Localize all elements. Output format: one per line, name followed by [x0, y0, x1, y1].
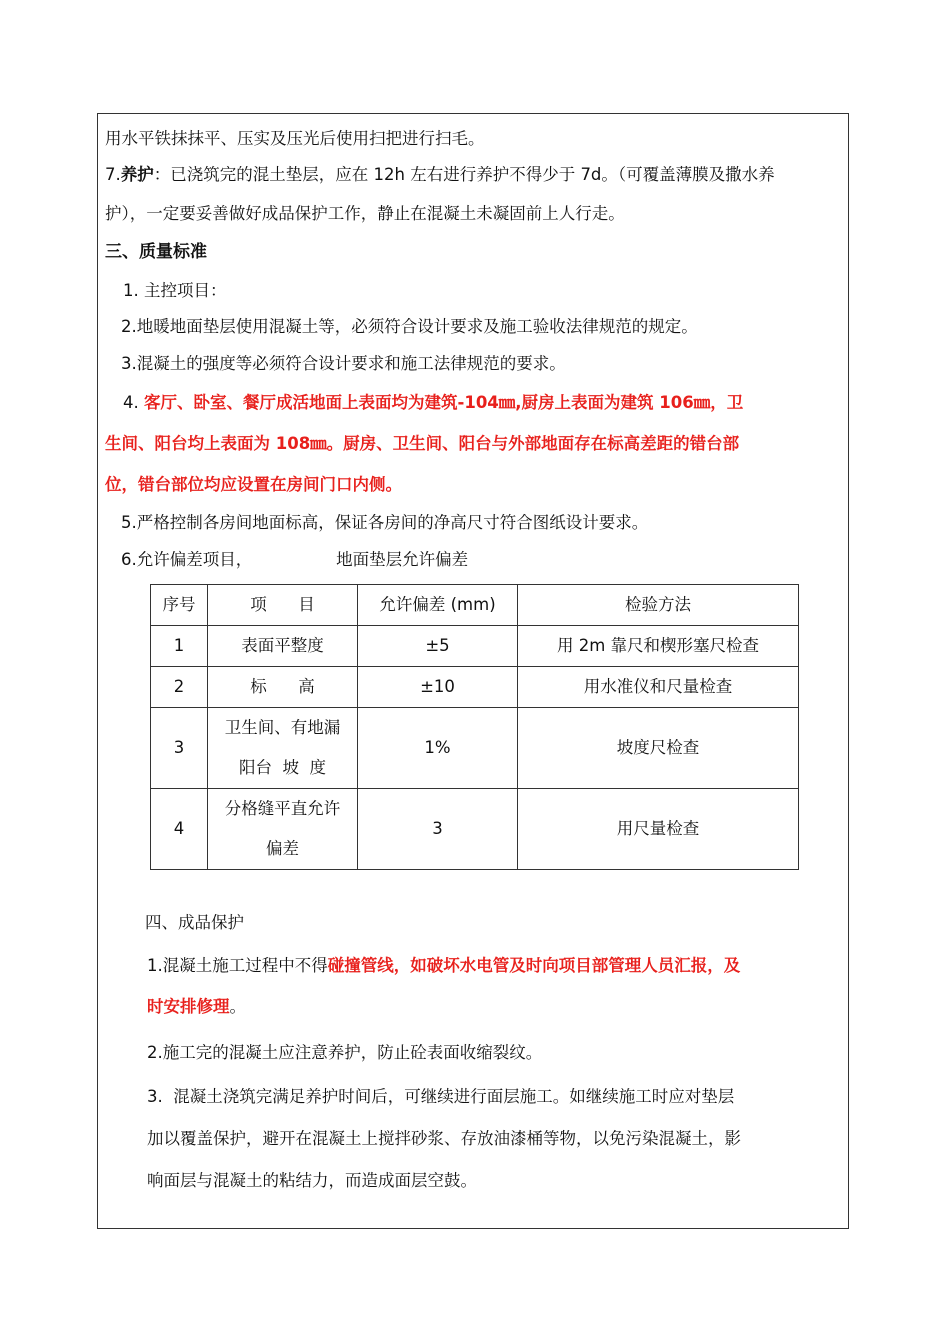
- header-cell: 允许偏差 (mm): [358, 585, 518, 626]
- table-caption: 6.允许偏差项目， 地面垫层允许偏差: [121, 550, 469, 569]
- text-line: 响面层与混凝土的粘结力，而造成面层空鼓。: [147, 1171, 477, 1190]
- text-line-elevation-2: 生间、阳台均上表面为 108㎜。厨房、卫生间、阳台与外部地面存在标高差距的错台部: [105, 434, 740, 453]
- row-deviation: 1%: [358, 708, 518, 789]
- header-cell: 检验方法: [518, 585, 799, 626]
- row-item: 分格缝平直允许 偏差: [208, 789, 358, 870]
- curing-label: 养护: [120, 165, 154, 184]
- text-line-protection-1: 1.混凝土施工过程中不得碰撞管线，如破坏水电管及时向项目部管理人员汇报，及: [147, 956, 741, 975]
- row-deviation: 3: [358, 789, 518, 870]
- section-heading-protection: 四、成品保护: [145, 913, 244, 932]
- section-heading-quality: 三、质量标准: [105, 242, 207, 262]
- row-method: 用 2m 靠尺和楔形塞尺检查: [518, 626, 799, 667]
- text-line: 2.施工完的混凝土应注意养护，防止砼表面收缩裂纹。: [147, 1043, 543, 1062]
- row-method: 坡度尺检查: [518, 708, 799, 789]
- text-line: 1. 主控项目：: [123, 281, 227, 300]
- text-line-elevation-3: 位，错台部位均应设置在房间门口内侧。: [105, 475, 402, 494]
- row-item: 卫生间、有地漏 阳台 坡 度: [208, 708, 358, 789]
- row-number: 4: [151, 789, 208, 870]
- deviation-table: [150, 584, 799, 870]
- row-deviation: ±5: [358, 626, 518, 667]
- text-line-protection-1b: 时安排修理。: [147, 997, 246, 1016]
- text-line: 2.地暖地面垫层使用混凝土等，必须符合设计要求及施工验收法律规范的规定。: [121, 317, 698, 336]
- row-number: 2: [151, 667, 208, 708]
- table-row: [151, 626, 799, 667]
- table-row: [151, 667, 799, 708]
- text-line: 护），一定要妥善做好成品保护工作，静止在混凝土未凝固前上人行走。: [105, 204, 625, 223]
- text-line: 3. 混凝土浇筑完满足养护时间后，可继续进行面层施工。如继续施工时应对垫层: [147, 1087, 735, 1106]
- text-line: 3.混凝土的强度等必须符合设计要求和施工法律规范的要求。: [121, 354, 566, 373]
- row-deviation: ±10: [358, 667, 518, 708]
- text-line-elevation: 4. 客厅、卧室、餐厅成活地面上表面均为建筑-104㎜,厨房上表面为建筑 106㎜，卫: [123, 393, 744, 412]
- row-method: 用水准仪和尺量检查: [518, 667, 799, 708]
- text-line: 5.严格控制各房间地面标高，保证各房间的净高尺寸符合图纸设计要求。: [121, 513, 649, 532]
- table-row: [151, 708, 799, 789]
- table-row: [151, 789, 799, 870]
- row-item: 表面平整度: [208, 626, 358, 667]
- text-line: 加以覆盖保护，避开在混凝土上搅拌砂浆、存放油漆桶等物，以免污染混凝土，影: [147, 1129, 741, 1148]
- table-header-row: [151, 585, 799, 626]
- row-item: 标 高: [208, 667, 358, 708]
- header-cell: 项 目: [208, 585, 358, 626]
- row-method: 用尺量检查: [518, 789, 799, 870]
- text-line-curing: 7.养护：已浇筑完的混土垫层，应在 12h 左右进行养护不得少于 7d。（可覆盖薄膜及撒水养: [105, 165, 775, 184]
- header-cell: 序号: [151, 585, 208, 626]
- row-number: 1: [151, 626, 208, 667]
- row-number: 3: [151, 708, 208, 789]
- text-line: 用水平铁抹抹平、压实及压光后使用扫把进行扫毛。: [105, 129, 485, 148]
